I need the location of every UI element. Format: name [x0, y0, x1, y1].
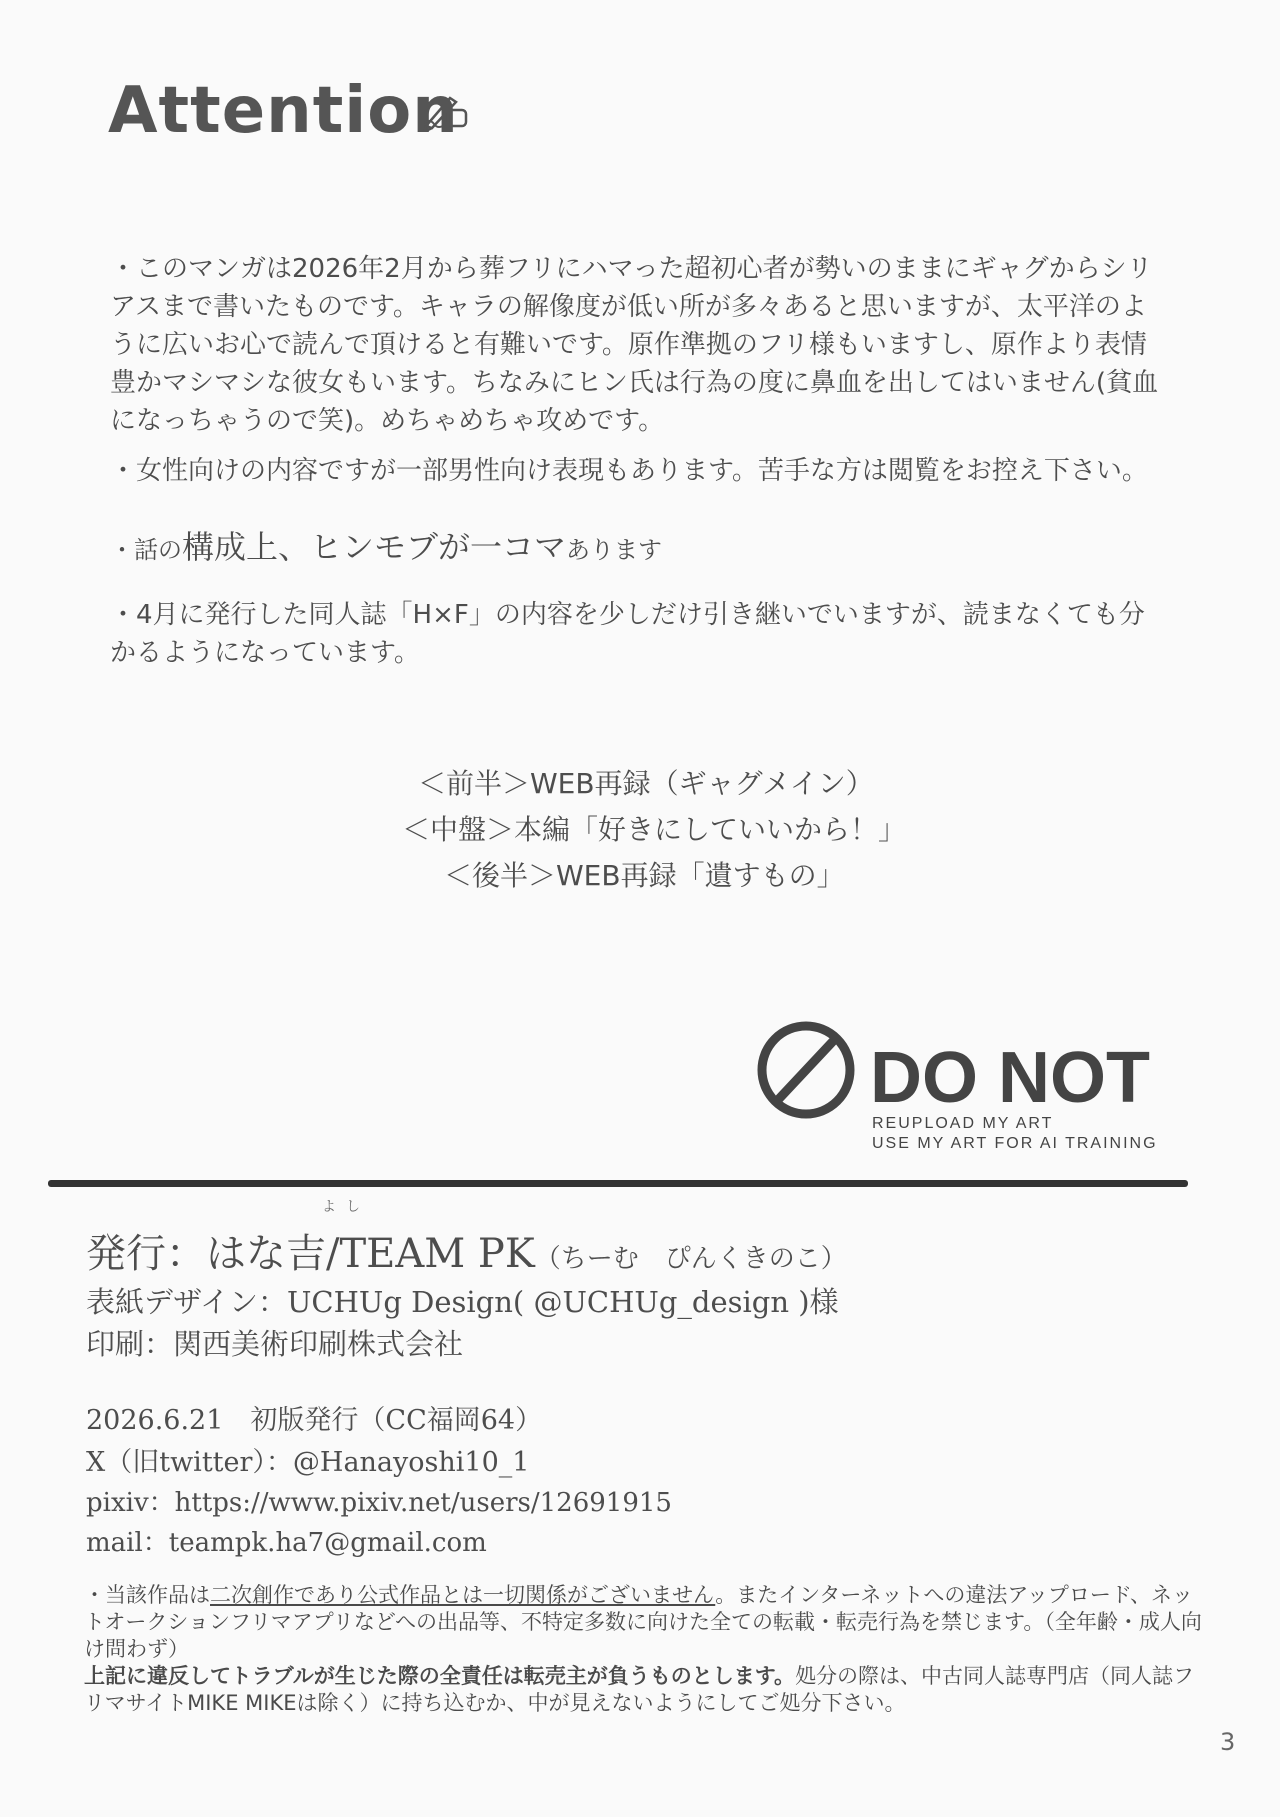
note-beginner: ・このマンガは2026年2月から葬フリにハマった超初心者が勢いのままにギャグからシリアスまで書いたものです。キャラの解像度が低い所が多々あると思いますが、太平洋のように広いお心で読んで頂けると有難いです。原作準拠のフリ様もいますし、原作より表情豊かマシマシな彼女もいます。ちなみにヒン氏は行為の度に鼻血を出してはいません(貧血になっちゃうので笑)。めちゃめちゃ攻めです。: [110, 254, 1159, 436]
toc-first-half: ＜前半＞WEB再録（ギャグメイン）: [418, 767, 874, 800]
do-not-reupload-stamp: [756, 1020, 1186, 1150]
legal-notice: [84, 1582, 1204, 1717]
publish-date: 2026.6.21 初版発行（CC福岡64）: [86, 1405, 543, 1436]
cover-design-credit: 表紙デザイン：UCHUg Design( @UCHUg_design )様: [86, 1285, 839, 1319]
pen-writing-icon: [420, 88, 470, 132]
pixiv-url: pixiv：https://www.pixiv.net/users/12691915: [86, 1488, 672, 1518]
stamp-line-reupload: REUPLOAD MY ART: [872, 1115, 1054, 1132]
prohibited-icon: [762, 1026, 850, 1114]
legal-prohibition: 。またインターネットへの違法アップロード、ネットオークションフリマアプリなどへの出品等、不特定多数に向けた全ての転載・転売行為を禁じます。（全年齢・成人向け問わず）: [84, 1583, 1202, 1661]
legal-disposal: 処分の際は、中古同人誌専門店（同人誌フリマサイトMIKE MIKEは除く）に持ち込むか、中が見えないようにしてご処分下さい。: [84, 1664, 1195, 1715]
stamp-line-ai: USE MY ART FOR AI TRAINING: [872, 1135, 1158, 1150]
legal-unofficial: 二次創作であり公式作品とは一切関係がございません: [210, 1583, 716, 1607]
note-composition-suffix: あります: [566, 536, 663, 564]
publisher-name: 発行：はな吉/TEAM PK: [86, 1231, 535, 1277]
note-composition-prefix: ・話の: [110, 536, 182, 564]
publisher-kana: （ちーむ ぴんくきのこ）: [534, 1244, 847, 1274]
legal-responsibility: 上記に違反してトラブルが生じた際の全責任は転売主が負うものとします。: [84, 1664, 796, 1688]
page-title: Attention: [108, 74, 459, 148]
stamp-headline: DO NOT: [870, 1038, 1150, 1118]
legal-intro: ・当該作品は: [84, 1583, 210, 1607]
printer-credit: 印刷：関西美術印刷株式会社: [86, 1327, 464, 1361]
note-composition: [110, 528, 1170, 569]
publisher-line: [86, 1222, 847, 1279]
x-account: X（旧twitter）：@Hanayoshi10_1: [86, 1447, 530, 1478]
toc-second-half: ＜後半＞WEB再録「遺すもの」: [444, 859, 845, 892]
note-content-warning: ・女性向けの内容ですが一部男性向け表現もあります。苦手な方は閲覧をお控え下さい。: [110, 456, 1148, 486]
publisher-ruby: よし: [322, 1199, 370, 1215]
divider: [48, 1180, 1188, 1187]
note-continuation: ・4月に発行した同人誌「H×F」の内容を少しだけ引き継いでいますが、読まなくても分かるようになっています。: [110, 600, 1145, 668]
toc-middle: ＜中盤＞本編「好きにしていいから！」: [402, 813, 907, 846]
mail-address: mail：teampk.ha7@gmail.com: [86, 1528, 487, 1558]
page-number: 3: [1220, 1728, 1236, 1756]
note-composition-main: 構成上、ヒンモブが一コマ: [182, 528, 567, 566]
